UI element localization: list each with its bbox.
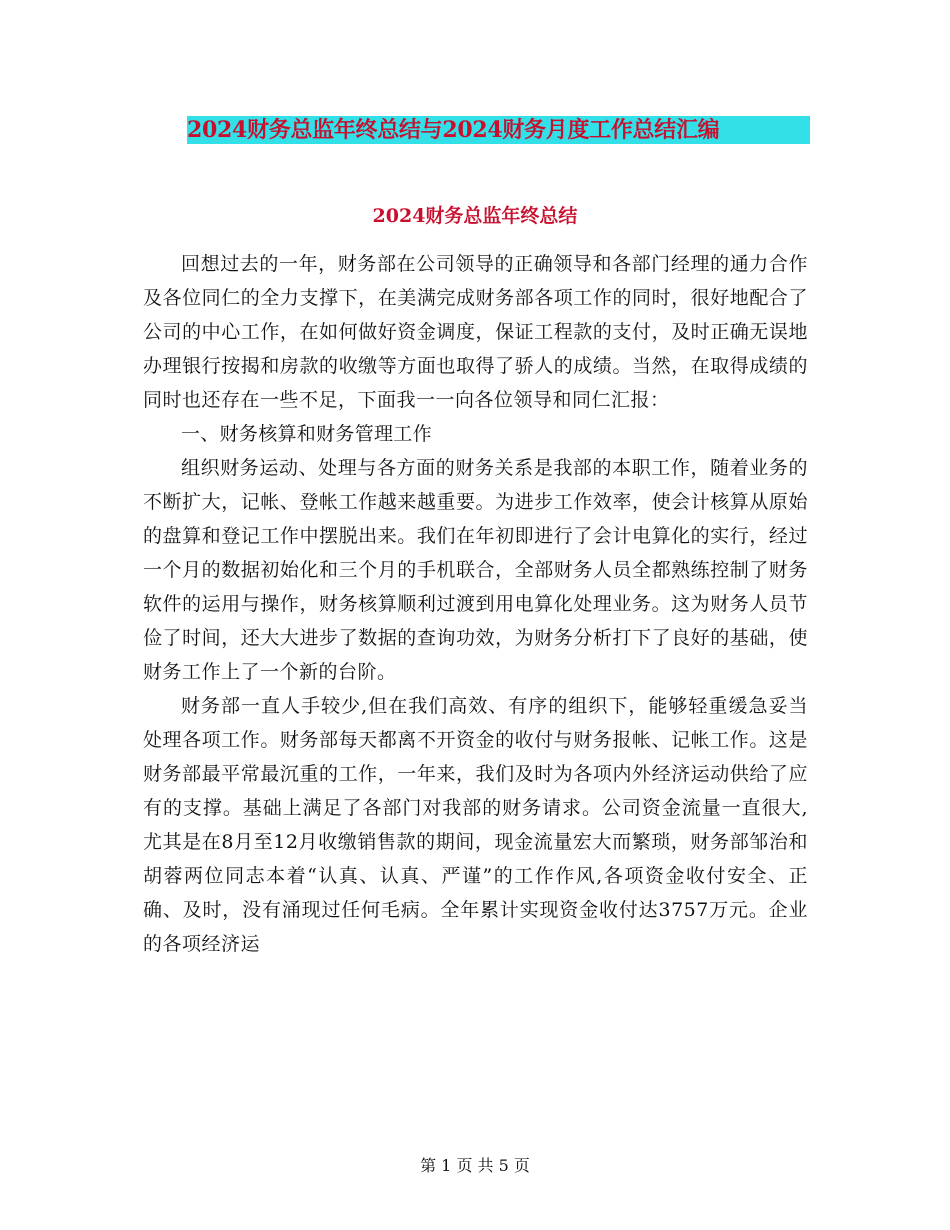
paragraph-accounting: 组织财务运动、处理与各方面的财务关系是我部的本职工作，随着业务的不断扩大，记帐、登帐工作越来越重要。为进步工作效率，使会计核算从原始的盘算和登记工作中摆脱出来。我们在年初即进行了会计电算化的实行，经过一个月的数据初始化和三个月的手机联合，全部财务人员全都熟练控制了财务软件的运用与操作，财务核算顺利过渡到用电算化处理业务。这为财务人员节俭了时间，还大大进步了数据的查询功效，为财务分析打下了良好的基础，使财务工作上了一个新的台阶。	[143, 457, 808, 683]
document-body	[143, 247, 808, 961]
subsection-heading: 一、财务核算和财务管理工作	[181, 423, 432, 445]
paragraph-funds: 财务部一直人手较少,但在我们高效、有序的组织下，能够轻重缓急妥当处理各项工作。财务部每天都离不开资金的收付与财务报帐、记帐工作。这是财务部最平常最沉重的工作，一年来，我们及时为各项内外经济运动供给了应有的支撑。基础上满足了各部门对我部的财务请求。公司资金流量一直很大,尤其是在8月至12月收缴销售款的期间，现金流量宏大而繁琐，财务部邹治和胡蓉两位同志本着“认真、认真、严谨”的工作作风,各项资金收付安全、正确、及时，没有涌现过任何毛病。全年累计实现资金收付达3757万元。企业的各项经济运	[143, 695, 808, 955]
paragraph-intro: 回想过去的一年，财务部在公司领导的正确领导和各部门经理的通力合作及各位同仁的全力支撑下，在美满完成财务部各项工作的同时，很好地配合了公司的中心工作，在如何做好资金调度，保证工程款的支付，及时正确无误地办理银行按揭和房款的收缴等方面也取得了骄人的成绩。当然，在取得成绩的同时也还存在一些不足，下面我一一向各位领导和同仁汇报：	[143, 253, 808, 411]
document-main-title: 2024财务总监年终总结与2024财务月度工作总结汇编	[187, 116, 810, 144]
section-title: 2024财务总监年终总结	[372, 205, 578, 227]
page-footer: 第 1 页 共 5 页	[420, 1156, 530, 1175]
